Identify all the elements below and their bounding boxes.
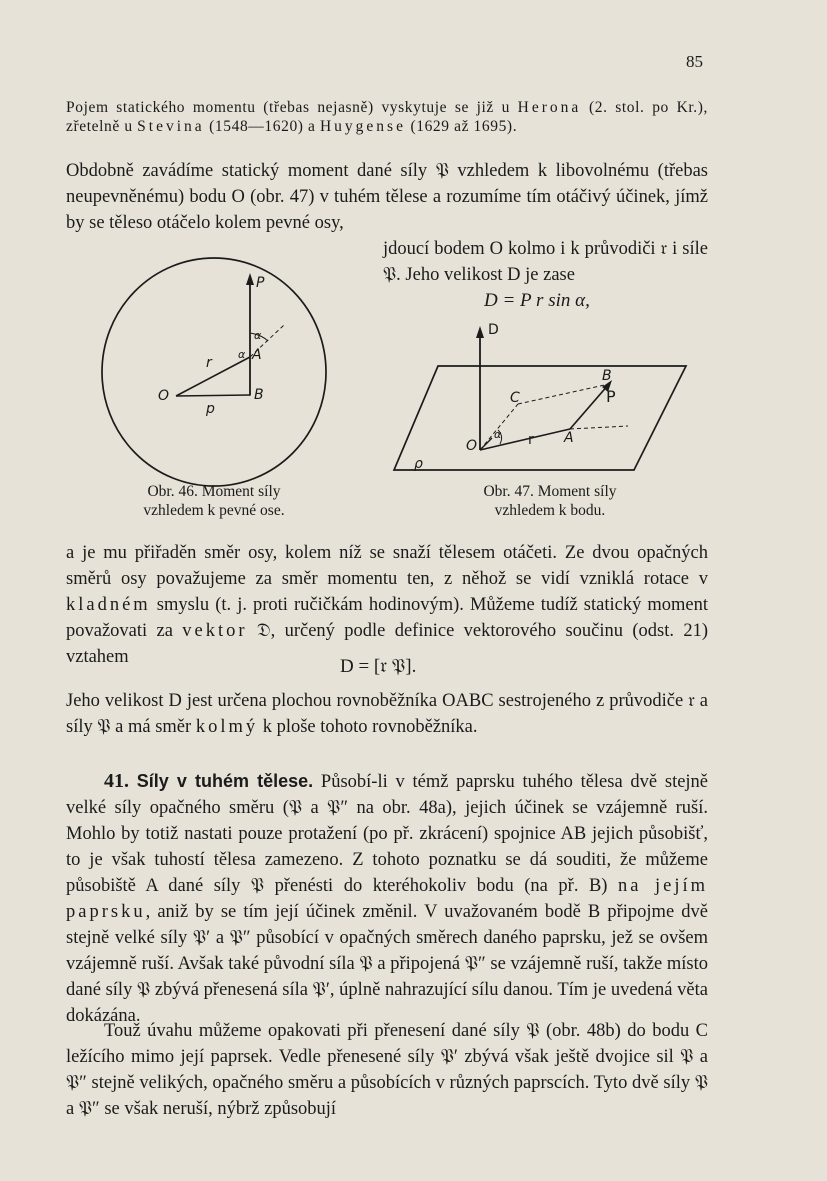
- fig47-label-rho: ρ: [414, 456, 423, 472]
- fig47-caption: [430, 482, 670, 520]
- fig47-label-a: A: [564, 430, 574, 446]
- fig47-label-c: C: [510, 390, 520, 406]
- fig46-label-p-force: P: [256, 275, 265, 291]
- formula-magnitude: D = P r sin α,: [484, 290, 590, 311]
- fig47-label-r: r: [528, 432, 534, 448]
- section-title: Síly v tuhém tělese.: [136, 771, 314, 791]
- figure-46: [98, 255, 330, 489]
- fig47-label-b: B: [602, 368, 612, 384]
- fig47-caption-line1: Obr. 47. Moment síly: [483, 483, 617, 500]
- fig46-label-o: O: [158, 388, 170, 404]
- paragraph-final: Touž úvahu můžeme opakovati při přenesení dané síly 𝔓 (obr. 48b) do bodu C ležícího mimo její paprsek. Vedle přenesené síly 𝔓′ zbývá však ještě dvojice sil 𝔓 a 𝔓″ stejně velikých, opačného směru a působících v různých paprscích. Tyto dvě síly 𝔓 a 𝔓″ se však neruší, nýbrž způsobují: [66, 1021, 708, 1119]
- fig46-caption: [96, 482, 332, 520]
- fig46-label-r: r: [206, 355, 212, 371]
- formula-vector: D = [𝔯 𝔓].: [340, 656, 417, 677]
- fig46-label-b: B: [254, 387, 264, 403]
- figure-47: [380, 310, 690, 478]
- paragraph-moment-cont: jdoucí bodem O kolmo i k průvodiči 𝔯 i síle 𝔓. Jeho velikost D je zase: [383, 239, 708, 285]
- fig46-caption-line1: Obr. 46. Moment síly: [147, 483, 281, 500]
- fig47-label-o: O: [466, 438, 478, 454]
- fig47-label-alpha: α: [494, 428, 502, 441]
- fig46-label-p: p: [206, 401, 215, 417]
- fig47-label-d: D: [488, 322, 499, 338]
- fig47-caption-line2: vzhledem k bodu.: [494, 502, 606, 519]
- fig46-caption-line2: vzhledem k pevné ose.: [143, 502, 285, 519]
- fig47-label-p: P: [606, 387, 616, 406]
- page-number: 85: [686, 52, 703, 71]
- intro-note: Pojem statického momentu (třebas nejasně) vyskytuje se již u Herona (2. stol. po Kr.), zřetelně u Stevina (1548—1620) a Huygense (1629 až 1695).: [66, 99, 708, 135]
- section-number: 41.: [104, 770, 129, 792]
- paragraph-direction: a je mu přiřaděn směr osy, kolem níž se snaží tělesem otáčeti. Ze dvou opačných směrů osy považujeme za směr momentu ten, z něhož se vidí vzniklá rotace v kladném smyslu (t. j. proti ručičkám hodinovým). Můžeme tudíž statický moment považovati za vektor 𝔇, určený podle definice vektorového součinu (odst. 21) vztahem: [66, 543, 708, 667]
- fig46-label-alpha-lower: α: [238, 348, 246, 361]
- paragraph-moment: Obdobně zavádíme statický moment dané síly 𝔓 vzhledem k libovolnému (třebas neupevněnému) bodu O (obr. 47) v tuhém tělese a rozumíme tím otáčivý účinek, jímž by se těleso otáčelo kolem pevné osy,: [66, 161, 708, 233]
- fig46-label-alpha-upper: α: [254, 329, 262, 342]
- paragraph-magnitude: Jeho velikost D jest určena plochou rovnoběžníka OABC sestrojeného z průvodiče 𝔯 a síly 𝔓 a má směr kolmý k ploše tohoto rovnoběžníka.: [66, 691, 708, 737]
- section-41: 41. Síly v tuhém tělese. Působí-li v témž paprsku tuhého tělesa dvě stejně velké síly opačného směru (𝔓 a 𝔓″ na obr. 48a), jejich účinek se vzájemně ruší. Mohlo by totiž nastati pouze protažení (po př. zkrácení) spojnice AB jejich působišť, to je však tuhostí tělesa zamezeno. Z tohoto poznatku se dá souditi, že můžeme působiště A dané síly 𝔓 přenésti do kteréhokoliv bodu (na př. B) na jejím paprsku, aniž by se tím její účinek změnil. V uvažovaném bodě B připojme dvě stejně velké síly 𝔓′ a 𝔓″ působící v opačných směrech daného paprsku, jež se ovšem vzájemně ruší. Avšak také původní síla 𝔓 a připojená 𝔓″ se vzájemně ruší, takže místo dané síly 𝔓 zbývá přenesená síla 𝔓′, úplně nahrazující sílu danou. Tím je uvedená věta dokázána.: [66, 770, 709, 1026]
- fig46-label-a: A: [252, 347, 262, 363]
